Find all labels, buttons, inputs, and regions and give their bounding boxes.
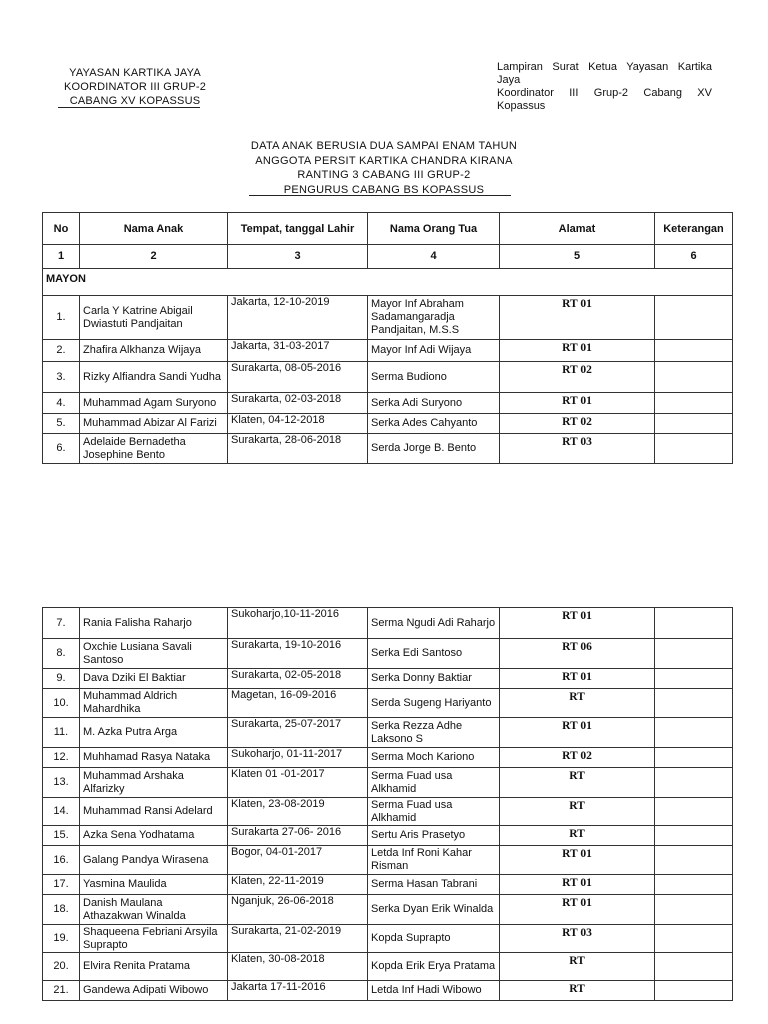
address: RT 02 (500, 362, 655, 393)
child-name: Elvira Renita Pratama (80, 953, 228, 981)
birth-place-date: Klaten, 23-08-2019 (228, 798, 368, 826)
header-orang-tua: Nama Orang Tua (368, 213, 500, 245)
child-name: Carla Y Katrine Abigail Dwiastuti Pandjaitan (80, 296, 228, 340)
row-number: 2. (43, 340, 80, 362)
header-ttl: Tempat, tanggal Lahir (228, 213, 368, 245)
birth-place-date: Bogor, 04-01-2017 (228, 846, 368, 875)
birth-place-date: Sukoharjo, 01-11-2017 (228, 748, 368, 768)
child-name: Adelaide Bernadetha Josephine Bento (80, 434, 228, 464)
row-number: 16. (43, 846, 80, 875)
child-name: Oxchie Lusiana Savali Santoso (80, 639, 228, 669)
parent-name: Serma Fuad usa Alkhamid (368, 798, 500, 826)
parent-name: Mayor Inf Adi Wijaya (368, 340, 500, 362)
org-underline (58, 107, 200, 108)
remarks (655, 362, 733, 393)
table-row (43, 953, 733, 981)
child-name: Muhammad Aldrich Mahardhika (80, 689, 228, 718)
header-no: No (43, 213, 80, 245)
remarks (655, 798, 733, 826)
address: RT 01 (500, 393, 655, 414)
parent-name: Mayor Inf Abraham Sadamangaradja Pandjaitan, M.S.S (368, 296, 500, 340)
remarks (655, 925, 733, 953)
parent-name: Serka Adi Suryono (368, 393, 500, 414)
parent-name: Serka Dyan Erik Winalda (368, 895, 500, 925)
header-number: 5 (500, 245, 655, 269)
birth-place-date: Surakarta, 28-06-2018 (228, 434, 368, 464)
remarks (655, 414, 733, 434)
header-number: 1 (43, 245, 80, 269)
header-number-row (43, 245, 733, 269)
organization-header (40, 66, 230, 108)
row-number: 19. (43, 925, 80, 953)
remarks (655, 434, 733, 464)
header-number: 4 (368, 245, 500, 269)
org-line-1: YAYASAN KARTIKA JAYA (69, 67, 201, 79)
parent-name: Serma Ngudi Adi Raharjo (368, 608, 500, 639)
header-keterangan: Keterangan (655, 213, 733, 245)
parent-name: Serka Rezza Adhe Laksono S (368, 718, 500, 748)
address: RT 01 (500, 296, 655, 340)
address: RT 01 (500, 875, 655, 895)
table-row (43, 296, 733, 340)
parent-name: Kopda Erik Erya Pratama (368, 953, 500, 981)
remarks (655, 608, 733, 639)
table-row (43, 340, 733, 362)
remarks (655, 953, 733, 981)
lampiran-line-4: Kopassus (497, 100, 546, 112)
child-name: Rania Falisha Raharjo (80, 608, 228, 639)
header-nama-anak: Nama Anak (80, 213, 228, 245)
address: RT 03 (500, 434, 655, 464)
lampiran-line-1: Lampiran Surat Ketua Yayasan Kartika (497, 61, 712, 73)
header-alamat: Alamat (500, 213, 655, 245)
parent-name: Serda Sugeng Hariyanto (368, 689, 500, 718)
address: RT (500, 981, 655, 1001)
row-number: 4. (43, 393, 80, 414)
parent-name: Serka Donny Baktiar (368, 669, 500, 689)
address: RT 01 (500, 895, 655, 925)
table-row (43, 362, 733, 393)
birth-place-date: Klaten, 04-12-2018 (228, 414, 368, 434)
title-line-2: ANGGOTA PERSIT KARTIKA CHANDRA KIRANA (255, 154, 513, 167)
table-header-row (43, 213, 733, 245)
table-row (43, 748, 733, 768)
address: RT (500, 768, 655, 798)
table-row (43, 768, 733, 798)
row-number: 15. (43, 826, 80, 846)
table-row (43, 718, 733, 748)
table-row (43, 393, 733, 414)
birth-place-date: Jakarta, 12-10-2019 (228, 296, 368, 340)
child-name: Muhammad Abizar Al Farizi (80, 414, 228, 434)
row-number: 21. (43, 981, 80, 1001)
child-name: Muhhamad Rasya Nataka (80, 748, 228, 768)
row-number: 3. (43, 362, 80, 393)
child-name: M. Azka Putra Arga (80, 718, 228, 748)
remarks (655, 393, 733, 414)
child-name: Zhafira Alkhanza Wijaya (80, 340, 228, 362)
remarks (655, 895, 733, 925)
remarks (655, 748, 733, 768)
address: RT 01 (500, 718, 655, 748)
address: RT (500, 689, 655, 718)
child-name: Danish Maulana Athazakwan Winalda (80, 895, 228, 925)
child-name: Rizky Alfiandra Sandi Yudha (80, 362, 228, 393)
children-table-page-2 (42, 607, 733, 1001)
header-number: 2 (80, 245, 228, 269)
child-name: Azka Sena Yodhatama (80, 826, 228, 846)
table-row (43, 669, 733, 689)
lampiran-line-2: Jaya (497, 74, 521, 86)
table-row (43, 689, 733, 718)
header-number: 3 (228, 245, 368, 269)
row-number: 5. (43, 414, 80, 434)
row-number: 11. (43, 718, 80, 748)
parent-name: Serma Budiono (368, 362, 500, 393)
birth-place-date: Klaten, 22-11-2019 (228, 875, 368, 895)
birth-place-date: Surakarta, 08-05-2016 (228, 362, 368, 393)
child-name: Galang Pandya Wirasena (80, 846, 228, 875)
table-row (43, 895, 733, 925)
birth-place-date: Surakarta, 19-10-2016 (228, 639, 368, 669)
title-line-4: PENGURUS CABANG BS KOPASSUS (283, 183, 485, 196)
row-number: 20. (43, 953, 80, 981)
remarks (655, 981, 733, 1001)
address: RT (500, 798, 655, 826)
parent-name: Serma Hasan Tabrani (368, 875, 500, 895)
table-row (43, 414, 733, 434)
remarks (655, 639, 733, 669)
row-number: 1. (43, 296, 80, 340)
birth-place-date: Sukoharjo,10-11-2016 (228, 608, 368, 639)
table-row (43, 434, 733, 464)
birth-place-date: Magetan, 16-09-2016 (228, 689, 368, 718)
address: RT 06 (500, 639, 655, 669)
child-name: Shaqueena Febriani Arsyila Suprapto (80, 925, 228, 953)
row-number: 14. (43, 798, 80, 826)
address: RT 01 (500, 669, 655, 689)
row-number: 9. (43, 669, 80, 689)
row-number: 7. (43, 608, 80, 639)
birth-place-date: Surakarta 27-06- 2016 (228, 826, 368, 846)
birth-place-date: Jakarta, 31-03-2017 (228, 340, 368, 362)
birth-place-date: Nganjuk, 26-06-2018 (228, 895, 368, 925)
remarks (655, 768, 733, 798)
table-row (43, 826, 733, 846)
row-number: 18. (43, 895, 80, 925)
section-row (43, 269, 733, 296)
child-name: Dava Dziki El Baktiar (80, 669, 228, 689)
address: RT 03 (500, 925, 655, 953)
table-row (43, 925, 733, 953)
address: RT 01 (500, 846, 655, 875)
birth-place-date: Surakarta, 25-07-2017 (228, 718, 368, 748)
birth-place-date: Jakarta 17-11-2016 (228, 981, 368, 1001)
parent-name: Serka Ades Cahyanto (368, 414, 500, 434)
parent-name: Letda Inf Hadi Wibowo (368, 981, 500, 1001)
birth-place-date: Klaten 01 -01-2017 (228, 768, 368, 798)
remarks (655, 718, 733, 748)
children-table-page-1 (42, 212, 733, 464)
table-row (43, 798, 733, 826)
address: RT 02 (500, 414, 655, 434)
address: RT 01 (500, 608, 655, 639)
table-row (43, 608, 733, 639)
address: RT (500, 826, 655, 846)
remarks (655, 846, 733, 875)
address: RT (500, 953, 655, 981)
table-body-page-2 (43, 608, 733, 1001)
parent-name: Kopda Suprapto (368, 925, 500, 953)
lampiran-block (497, 61, 712, 113)
birth-place-date: Surakarta, 02-05-2018 (228, 669, 368, 689)
row-number: 10. (43, 689, 80, 718)
child-name: Muhammad Agam Suryono (80, 393, 228, 414)
remarks (655, 689, 733, 718)
table-row (43, 981, 733, 1001)
lampiran-line-3: Koordinator III Grup-2 Cabang XV (497, 87, 712, 99)
birth-place-date: Klaten, 30-08-2018 (228, 953, 368, 981)
table-row (43, 875, 733, 895)
row-number: 6. (43, 434, 80, 464)
remarks (655, 875, 733, 895)
parent-name: Serma Fuad usa Alkhamid (368, 768, 500, 798)
table-body-page-1 (43, 296, 733, 464)
remarks (655, 669, 733, 689)
child-name: Muhammad Arshaka Alfarizky (80, 768, 228, 798)
document-title (190, 139, 578, 197)
address: RT 01 (500, 340, 655, 362)
title-underline (249, 195, 511, 196)
child-name: Muhammad Ransi Adelard (80, 798, 228, 826)
table-row (43, 639, 733, 669)
org-line-3: CABANG XV KOPASSUS (69, 95, 201, 107)
row-number: 12. (43, 748, 80, 768)
row-number: 8. (43, 639, 80, 669)
parent-name: Letda Inf Roni Kahar Risman (368, 846, 500, 875)
section-label: MAYON (43, 269, 733, 296)
remarks (655, 340, 733, 362)
address: RT 02 (500, 748, 655, 768)
org-line-2: KOORDINATOR III GRUP-2 (63, 81, 207, 93)
child-name: Gandewa Adipati Wibowo (80, 981, 228, 1001)
parent-name: Serka Edi Santoso (368, 639, 500, 669)
parent-name: Serma Moch Kariono (368, 748, 500, 768)
birth-place-date: Surakarta, 02-03-2018 (228, 393, 368, 414)
remarks (655, 296, 733, 340)
child-name: Yasmina Maulida (80, 875, 228, 895)
row-number: 17. (43, 875, 80, 895)
title-line-3: RANTING 3 CABANG III GRUP-2 (297, 169, 471, 181)
header-number: 6 (655, 245, 733, 269)
table-row (43, 846, 733, 875)
row-number: 13. (43, 768, 80, 798)
parent-name: Sertu Aris Prasetyo (368, 826, 500, 846)
birth-place-date: Surakarta, 21-02-2019 (228, 925, 368, 953)
remarks (655, 826, 733, 846)
parent-name: Serda Jorge B. Bento (368, 434, 500, 464)
title-line-1: DATA ANAK BERUSIA DUA SAMPAI ENAM TAHUN (250, 140, 518, 152)
